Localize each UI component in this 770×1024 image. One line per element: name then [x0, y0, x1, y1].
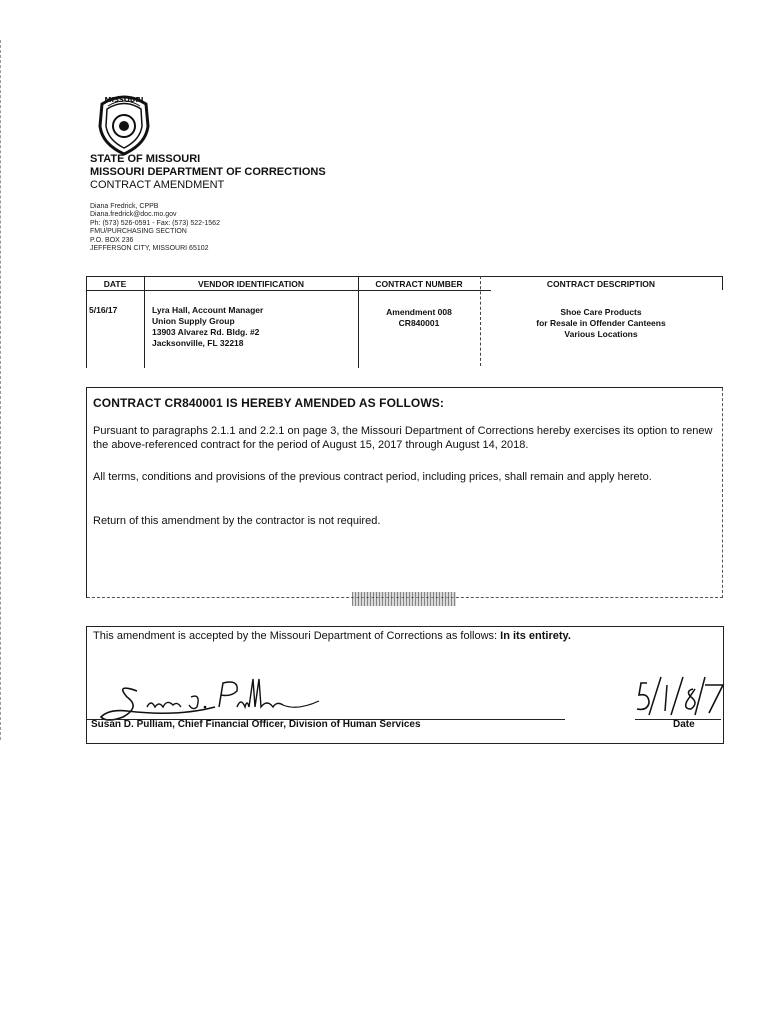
svg-text:MISSOURI: MISSOURI	[104, 96, 144, 104]
description-line: for Resale in Offender Canteens	[536, 318, 666, 328]
contact-name: Diana Fredrick, CPPB	[90, 203, 159, 210]
heading-doc-type: CONTRACT AMENDMENT	[90, 179, 225, 191]
amendment-paragraph-renewal: Pursuant to paragraphs 2.1.1 and 2.2.1 on page 3, the Missouri Department of Corrections hereby exercises its option to renew the above-referenced contract for the period of August 15, 2017 through August 14, 2018.	[93, 425, 713, 451]
cell-vendor	[152, 305, 263, 349]
col-header-vendor: VENDOR IDENTIFICATION	[197, 279, 305, 289]
acceptance-scope: In its entirety.	[500, 630, 571, 642]
date-label: Date	[673, 719, 695, 730]
amendment-paragraph-return: Return of this amendment by the contractor is not required.	[93, 515, 381, 527]
handwritten-signature	[97, 667, 337, 725]
col-header-contract-number: CONTRACT NUMBER	[375, 279, 463, 289]
amendment-box	[86, 387, 723, 598]
cell-date: 5/16/17	[89, 305, 118, 315]
acceptance-text: This amendment is accepted by the Missouri Department of Corrections as follows:	[93, 630, 501, 642]
amendment-title: CONTRACT CR840001 IS HEREBY AMENDED AS FOLLOWS:	[93, 396, 444, 410]
box-right-rule	[722, 388, 723, 598]
col-header-description: CONTRACT DESCRIPTION	[546, 279, 656, 289]
acceptance-statement	[93, 629, 571, 643]
table-rule	[144, 276, 145, 368]
contact-phone: Ph: (573) 526-0591 - Fax: (573) 522-1562	[90, 219, 220, 227]
vendor-street: 13903 Alvarez Rd. Bldg. #2	[152, 327, 260, 337]
table-rule	[86, 276, 87, 368]
table-top-rule	[86, 276, 722, 277]
cell-contract-number	[358, 307, 480, 329]
description-line: Various Locations	[564, 329, 638, 339]
signer-label: Susan D. Pulliam, Chief Financial Officer, Division of Human Services	[91, 719, 421, 730]
handwritten-date	[635, 673, 725, 719]
heading-department: MISSOURI DEPARTMENT OF CORRECTIONS	[90, 166, 326, 178]
scan-stamp	[352, 592, 456, 606]
description-line: Shoe Care Products	[560, 307, 642, 317]
vendor-company: Union Supply Group	[152, 316, 235, 326]
contact-pobox: P.O. BOX 236	[90, 236, 134, 244]
contact-email: Diana.fredrick@doc.mo.gov	[90, 211, 177, 219]
vendor-city: Jacksonville, FL 32218	[152, 338, 244, 348]
cell-description	[480, 307, 722, 340]
missouri-seal-logo	[88, 86, 160, 158]
col-header-date: DATE	[103, 279, 127, 289]
amendment-paragraph-terms: All terms, conditions and provisions of the previous contract period, including prices, shall remain and apply hereto.	[93, 471, 652, 483]
contact-section: FMU/PURCHASING SECTION	[90, 228, 187, 236]
acceptance-box	[86, 626, 724, 744]
vendor-contact: Lyra Hall, Account Manager	[152, 305, 264, 315]
contract-id: CR840001	[398, 318, 440, 328]
amendment-number: Amendment 008	[386, 307, 452, 317]
vendor-table	[86, 276, 722, 368]
document-heading	[90, 153, 326, 192]
heading-state: STATE OF MISSOURI	[90, 153, 201, 165]
table-header-rule	[86, 290, 491, 291]
table-rule	[722, 276, 723, 290]
contact-block	[90, 203, 220, 253]
scan-edge	[0, 40, 3, 740]
contact-city: JEFFERSON CITY, MISSOURI 65102	[90, 245, 209, 253]
